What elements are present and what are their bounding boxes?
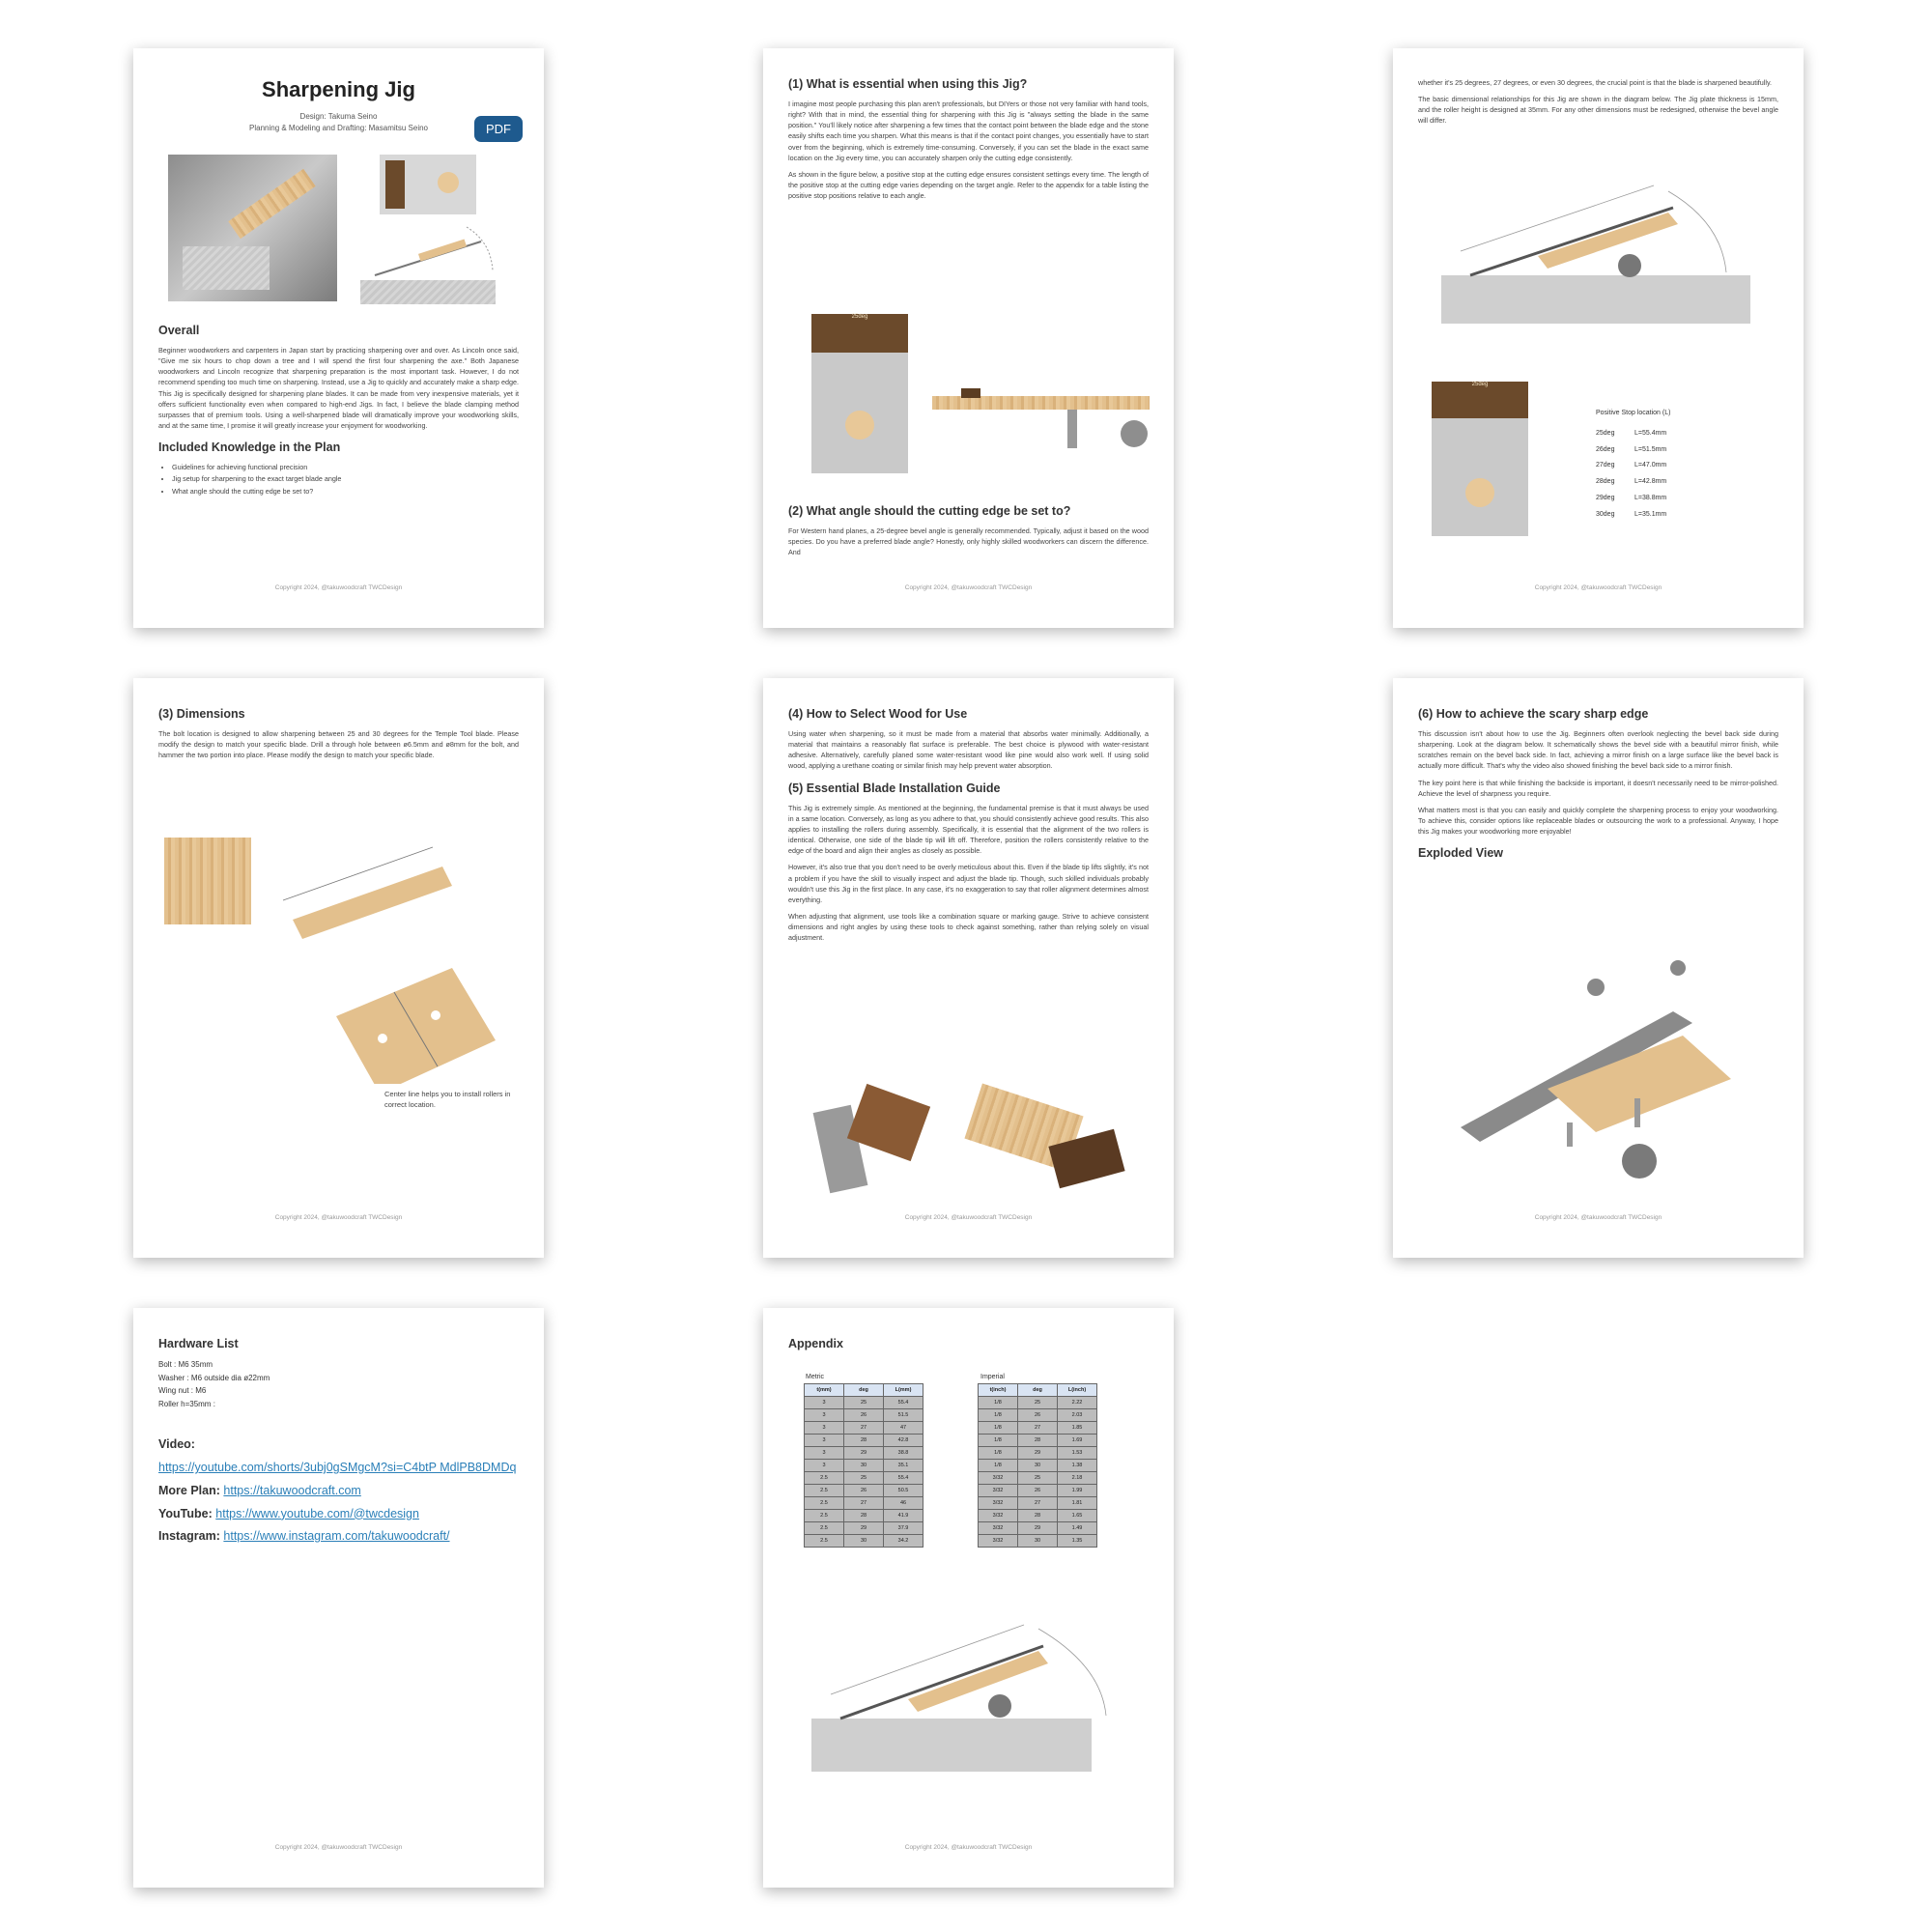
roller [438,172,459,193]
jig-top-view [380,155,476,214]
table-cell: 29 [1018,1522,1058,1535]
alignment-photo-2 [961,1084,1130,1195]
stop-deg: 28deg [1596,478,1615,486]
table-cell: 2.18 [1058,1472,1097,1485]
stone-block [183,246,270,290]
table-cell: 2.5 [805,1497,844,1510]
dimension-diagram [1432,164,1750,328]
knowledge-heading: Included Knowledge in the Plan [158,440,341,455]
column-header: L(mm) [884,1384,923,1397]
table-cell: 28 [844,1435,884,1447]
table-cell: 3/32 [979,1510,1018,1522]
table-cell: 3 [805,1409,844,1422]
positive-stop-table [1596,406,1673,524]
page-footer: Copyright 2024, @takuwoodcraft TWCDesign [904,1844,1033,1851]
table-cell: 1.65 [1058,1510,1097,1522]
table-row [805,1447,923,1460]
table-row [805,1485,923,1497]
table-cell: 25 [844,1472,884,1485]
table-cell: 2.03 [1058,1409,1097,1422]
link-row [158,1457,519,1480]
section-heading: (3) Dimensions [158,707,245,721]
table-row [979,1497,1097,1510]
bolt [1067,410,1077,448]
table-row [979,1397,1097,1409]
table-row [1596,458,1673,474]
table-cell: 25 [844,1397,884,1409]
table-row [979,1435,1097,1447]
page-6[interactable] [1393,678,1804,1258]
table-cell: 50.5 [884,1485,923,1497]
table-cell: 3 [805,1422,844,1435]
table-cell: 55.4 [884,1397,923,1409]
page-2[interactable] [763,48,1174,628]
figure-caption: Center line helps you to install rollers in correct location. [384,1090,511,1110]
stop-length: L=51.5mm [1634,445,1667,453]
table-cell: 1.69 [1058,1435,1097,1447]
metric-table [804,1383,923,1548]
table-row [1596,474,1673,491]
table-cell: 29 [844,1447,884,1460]
table-cell: 47 [884,1422,923,1435]
link-label: Instagram: [158,1529,220,1544]
list-item: • Guidelines for achieving functional precision [172,462,519,473]
page-footer: Copyright 2024, @takuwoodcraft TWCDesign [274,1214,403,1221]
jig-top-photo [1432,382,1528,536]
table-header-row [979,1384,1097,1397]
metric-label: Metric [806,1374,825,1380]
table-cell: 1.99 [1058,1485,1097,1497]
table-cell: 30 [1018,1460,1058,1472]
dimension-drawings [259,813,539,1084]
table-row [805,1397,923,1409]
column-header: t(mm) [805,1384,844,1397]
link-label: More Plan: [158,1483,220,1497]
roller [845,411,874,440]
page-8[interactable] [763,1308,1174,1888]
table-row [805,1460,923,1472]
stop-label: 25deg [1471,382,1489,387]
stop-length: L=47.0mm [1634,462,1667,469]
table-cell: 38.8 [884,1447,923,1460]
link-row [158,1503,519,1526]
link-row [158,1480,519,1503]
table-cell: 37.9 [884,1522,923,1535]
jig-side-diagram [360,280,496,304]
video-link[interactable]: https://youtube.com/shorts/3ubj0gSMgcM?si=C4btP MdlPB8DMDq [158,1461,517,1475]
stop-deg: 30deg [1596,510,1615,518]
table-cell: 26 [844,1485,884,1497]
column-header: t(inch) [979,1384,1018,1397]
table-cell: 28 [844,1510,884,1522]
section-text: whether it's 25 degrees, 27 degrees, or even 30 degrees, the crucial point is that the blade is sharpened beautifully. [1418,78,1773,87]
instagram-link[interactable]: https://www.instagram.com/takuwoodcraft/ [223,1529,450,1544]
table-cell: 2.5 [805,1522,844,1535]
more-plan-link[interactable]: https://takuwoodcraft.com [223,1483,361,1497]
section-text: The key point here is that while finishing the backside is important, it doesn't necessarily need to be mirror-polished. Achieve the level of sharpness you require. [1418,778,1778,798]
roller [1121,420,1148,447]
page-4[interactable] [133,678,544,1258]
table-cell: 42.8 [884,1435,923,1447]
table-cell: 2.22 [1058,1397,1097,1409]
table-cell: 26 [844,1409,884,1422]
table-row [1596,491,1673,507]
table-cell: 3 [805,1460,844,1472]
table-cell: 28 [1018,1510,1058,1522]
planning-credit: Planning & Modeling and Drafting: Masamitsu Seino [249,124,428,132]
stop-deg: 25deg [1596,429,1615,437]
table-row [805,1409,923,1422]
table-cell: 51.5 [884,1409,923,1422]
column-header: deg [844,1384,884,1397]
section-text: What matters most is that you can easily and quickly complete the sharpening process to enjoy your woodworking. To achieve this, consider options like replaceable blades or outsourcing the work to a professional. Anyway, I hope this Jig makes your woodworking more enjoyable! [1418,805,1778,837]
table-row [805,1510,923,1522]
list-item: Wing nut : M6 [158,1386,207,1396]
alignment-photo-1 [811,1084,947,1195]
stop-length: L=38.8mm [1634,494,1667,501]
page-5[interactable] [763,678,1174,1258]
stop-deg: 29deg [1596,494,1615,501]
table-row [805,1422,923,1435]
hardware-list [158,1358,519,1410]
table-cell: 55.4 [884,1472,923,1485]
page-footer: Copyright 2024, @takuwoodcraft TWCDesign [904,1214,1033,1221]
overall-text: Beginner woodworkers and carpenters in Japan start by practicing sharpening over and over. As Lincoln once said, "Give me six hours to chop down a tree and I will spend the first four sharpening the axe." Both Japanese woodworkers and Lincoln recognize that sharpening preparation is the most important task. However, I do not recommend spending too much time on sharpening. Instead, use a Jig to quickly and accurately make a sharp edge. This Jig is specifically designed for sharpening plane blades. It can be made from very inexpensive materials, yet it offers sufficient functionality even when compared to high-end Jigs. In fact, I believe the blade clamping method surpasses that of premium tools. Using a well-sharpened blade will dramatically improve your woodworking skills, and at the same time, I promise it will greatly increase your enjoyment for woodworking. [158,346,519,431]
section-heading: (5) Essential Blade Installation Guide [788,781,1001,795]
list-item: Washer : M6 outside dia ø22mm [158,1373,270,1382]
jig-photo [168,155,337,301]
table-cell: 27 [1018,1422,1058,1435]
table-cell: 35.1 [884,1460,923,1472]
positive-stop [811,314,908,353]
table-row [805,1472,923,1485]
table-cell: 25 [1018,1397,1058,1409]
table-cell: 3/32 [979,1497,1018,1510]
table-header-row [805,1384,923,1397]
section-text: When adjusting that alignment, use tools like a combination square or marking gauge. Strive to achieve consistent dimensions and right angles by using these tools to check against something, rather than relying solely on visual adjustment. [788,912,1149,943]
jig-top-photo [811,314,908,473]
table-row [979,1472,1097,1485]
page-7[interactable] [133,1308,544,1888]
youtube-link[interactable]: https://www.youtube.com/@twcdesign [215,1506,419,1520]
imperial-table [978,1383,1097,1548]
table-cell: 1/8 [979,1435,1018,1447]
roller [1465,478,1494,507]
table-cell: 1/8 [979,1422,1018,1435]
stop-length: L=55.4mm [1634,429,1667,437]
column-header: deg [1018,1384,1058,1397]
table-cell: 34.2 [884,1535,923,1548]
links-section [158,1434,519,1548]
link-label: YouTube: [158,1506,213,1520]
page-footer: Copyright 2024, @takuwoodcraft TWCDesign [274,584,403,591]
table-row [805,1522,923,1535]
table-row [979,1522,1097,1535]
table-cell: 3/32 [979,1485,1018,1497]
list-item: Bolt : M6 35mm [158,1360,213,1369]
page-footer: Copyright 2024, @takuwoodcraft TWCDesign [1534,584,1662,591]
table-cell: 1.35 [1058,1535,1097,1548]
table-cell: 1/8 [979,1409,1018,1422]
table-row [1596,507,1673,524]
stop-length: L=42.8mm [1634,478,1667,486]
table-cell: 41.9 [884,1510,923,1522]
table-cell: 1.85 [1058,1422,1097,1435]
table-cell: 1.49 [1058,1522,1097,1535]
table-cell: 3 [805,1435,844,1447]
table-cell: 1/8 [979,1460,1018,1472]
table-row [979,1535,1097,1548]
knowledge-list [172,462,519,497]
table-cell: 2.5 [805,1485,844,1497]
page-1[interactable] [133,48,544,628]
section-heading: (4) How to Select Wood for Use [788,707,968,721]
table-cell: 1/8 [979,1397,1018,1409]
imperial-label: Imperial [980,1374,1005,1380]
positive-stop [1432,382,1528,418]
table-cell: 30 [844,1535,884,1548]
section-text: This discussion isn't about how to use the Jig. Beginners often overlook neglecting the bevel back side during sharpening. Look at the diagram below. It schematically shows the bevel side with a beautiful mirror finish, while scratches remain on the bevel back side. In fact, achieving a mirror finish on a large surface like the bevel back is actually more difficult. That's why the video also showed finishing the bevel back side to a mirror finish. [1418,729,1778,771]
section-text: The basic dimensional relationships for this Jig are shown in the diagram below. The Jig plate thickness is 15mm, and the roller height is designed at 35mm. For any other dimensions must be redesigned, otherwise the bevel angle will differ. [1418,95,1778,126]
exploded-view-drawing [1451,944,1750,1185]
jig-side-sketch [365,222,500,282]
table-cell: 3 [805,1397,844,1409]
table-cell: 27 [844,1422,884,1435]
table-cell: 26 [1018,1485,1058,1497]
table-row [979,1460,1097,1472]
section-text: This Jig is extremely simple. As mentioned at the beginning, the fundamental premise is that it must always be used in a same location. Conversely, as long as you adhere to that, you should consistently achieve good results. This also applies to installing the rollers during assembly. Specifically, it is essential that the alignment of the two rollers is identical. Otherwise, one side of the blade tip will lift off. Therefore, position the rollers consistently relative to the edge of the board and align their angles as closely as possible. [788,803,1149,856]
jig-side-photo [932,367,1150,473]
table-cell: 2.5 [805,1472,844,1485]
section-heading: (1) What is essential when using this Jig? [788,77,1028,91]
table-cell: 3/32 [979,1522,1018,1535]
table-row [1596,442,1673,459]
pdf-badge[interactable]: PDF [474,116,523,142]
table-row [979,1409,1097,1422]
page-footer: Copyright 2024, @takuwoodcraft TWCDesign [904,584,1033,591]
section-heading: Exploded View [1418,846,1503,861]
link-row [158,1525,519,1548]
table-cell: 2.5 [805,1535,844,1548]
overall-heading: Overall [158,324,200,337]
table-cell: 1.81 [1058,1497,1097,1510]
section-text: For Western hand planes, a 25-degree bevel angle is generally recommended. Typically, adjust it based on the wood species. Do you have a preferred blade angle? Honestly, only highly skilled woodworkers can discern the difference. And [788,526,1149,557]
section-text: As shown in the figure below, a positive stop at the cutting edge ensures consistent settings every time. The length of the positive stop at the cutting edge varies depending on the target angle. Refer to the appendix for a table listing the positive stop positions relative to each angle. [788,169,1149,201]
list-item: Roller h=35mm : [158,1399,215,1408]
table-cell: 29 [1018,1447,1058,1460]
stop-heading: Positive Stop location (L) [1596,410,1671,416]
column-header: L(inch) [1058,1384,1097,1397]
stop-length: L=35.1mm [1634,510,1667,518]
positive-stop [385,160,405,209]
table-row [979,1510,1097,1522]
table-cell: 27 [844,1497,884,1510]
list-item: • Jig setup for sharpening to the exact target blade angle [172,473,519,485]
appendix-heading: Appendix [788,1337,843,1350]
table-row [979,1447,1097,1460]
page-3[interactable] [1393,48,1804,628]
link-label: Video: [158,1437,195,1452]
table-cell: 3/32 [979,1472,1018,1485]
positive-stop [961,388,980,398]
table-cell: 3 [805,1447,844,1460]
table-cell: 28 [1018,1435,1058,1447]
section-heading: (2) What angle should the cutting edge be set to? [788,504,1071,518]
stop-deg: 27deg [1596,462,1615,469]
section-text: The bolt location is designed to allow sharpening between 25 and 30 degrees for the Temple Tool blade. Please modify the design to match your specific blade. Drill a through hole between ø6.5mm and ø8mm for the bolt, and hammer the two portion into place. Please modify the design to match your specific blade. [158,729,519,760]
section-heading: (6) How to achieve the scary sharp edge [1418,707,1649,721]
table-row [979,1422,1097,1435]
table-cell: 1.38 [1058,1460,1097,1472]
link-row [158,1434,519,1457]
table-cell: 46 [884,1497,923,1510]
table-cell: 29 [844,1522,884,1535]
table-cell: 2.5 [805,1510,844,1522]
table-cell: 1/8 [979,1447,1018,1460]
dimension-block-drawing [164,838,251,924]
table-row [805,1497,923,1510]
section-text: Using water when sharpening, so it must be made from a material that absorbs water minimally. Additionally, a material that maintains a reasonably flat surface is preferable. The best choice is plywood with water-resistant adhesive. Alternatively, carefully planed some water-resistant wood like pine would also work well. If using solid wood, applying a urethane coating or similar finish may help prevent water absorption. [788,729,1149,771]
hardware-heading: Hardware List [158,1337,239,1350]
jig-board [932,396,1150,410]
document-title: Sharpening Jig [262,77,415,101]
section-text: However, it's also true that you don't need to be overly meticulous about this. Even if the blade tip lifts slightly, it's not a problem if you have the skill to visually inspect and adjust the blade tip. Though, such skilled individuals probably wouldn't use this Jig in the first place. In any case, it's no exaggeration to say that roller alignment determines almost everything. [788,863,1149,904]
table-cell: 1.53 [1058,1447,1097,1460]
page-footer: Copyright 2024, @takuwoodcraft TWCDesign [1534,1214,1662,1221]
section-text: I imagine most people purchasing this plan aren't professionals, but DIYers or those not very familiar with hand tools, right? With that in mind, the essential thing for sharpening with this Jig is "always setting the blade in the same position." You'll likely notice after sharpening a few times that the contact point between the blade edge and the stone easily shifts each time you sharpen. What this means is that if the contact point changes, you essentially have to start over from the beginning, which is extremely time-consuming. Conversely, if you can set the blade in the exact same location on the Jig every time, you can accurately sharpen only the cutting edge consistently. [788,99,1149,162]
stop-deg: 26deg [1596,445,1615,453]
table-cell: 25 [1018,1472,1058,1485]
table-row [1596,426,1673,442]
design-credit: Design: Takuma Seino [299,112,378,121]
appendix-diagram [802,1598,1130,1772]
stop-label: 25deg [851,314,868,320]
table-cell: 26 [1018,1409,1058,1422]
table-row [805,1435,923,1447]
table-cell: 30 [1018,1535,1058,1548]
table-cell: 27 [1018,1497,1058,1510]
table-row [979,1485,1097,1497]
table-cell: 30 [844,1460,884,1472]
list-item: • What angle should the cutting edge be set to? [172,486,519,497]
page-footer: Copyright 2024, @takuwoodcraft TWCDesign [274,1844,403,1851]
jig-board [228,169,315,240]
table-cell: 3/32 [979,1535,1018,1548]
table-row [805,1535,923,1548]
